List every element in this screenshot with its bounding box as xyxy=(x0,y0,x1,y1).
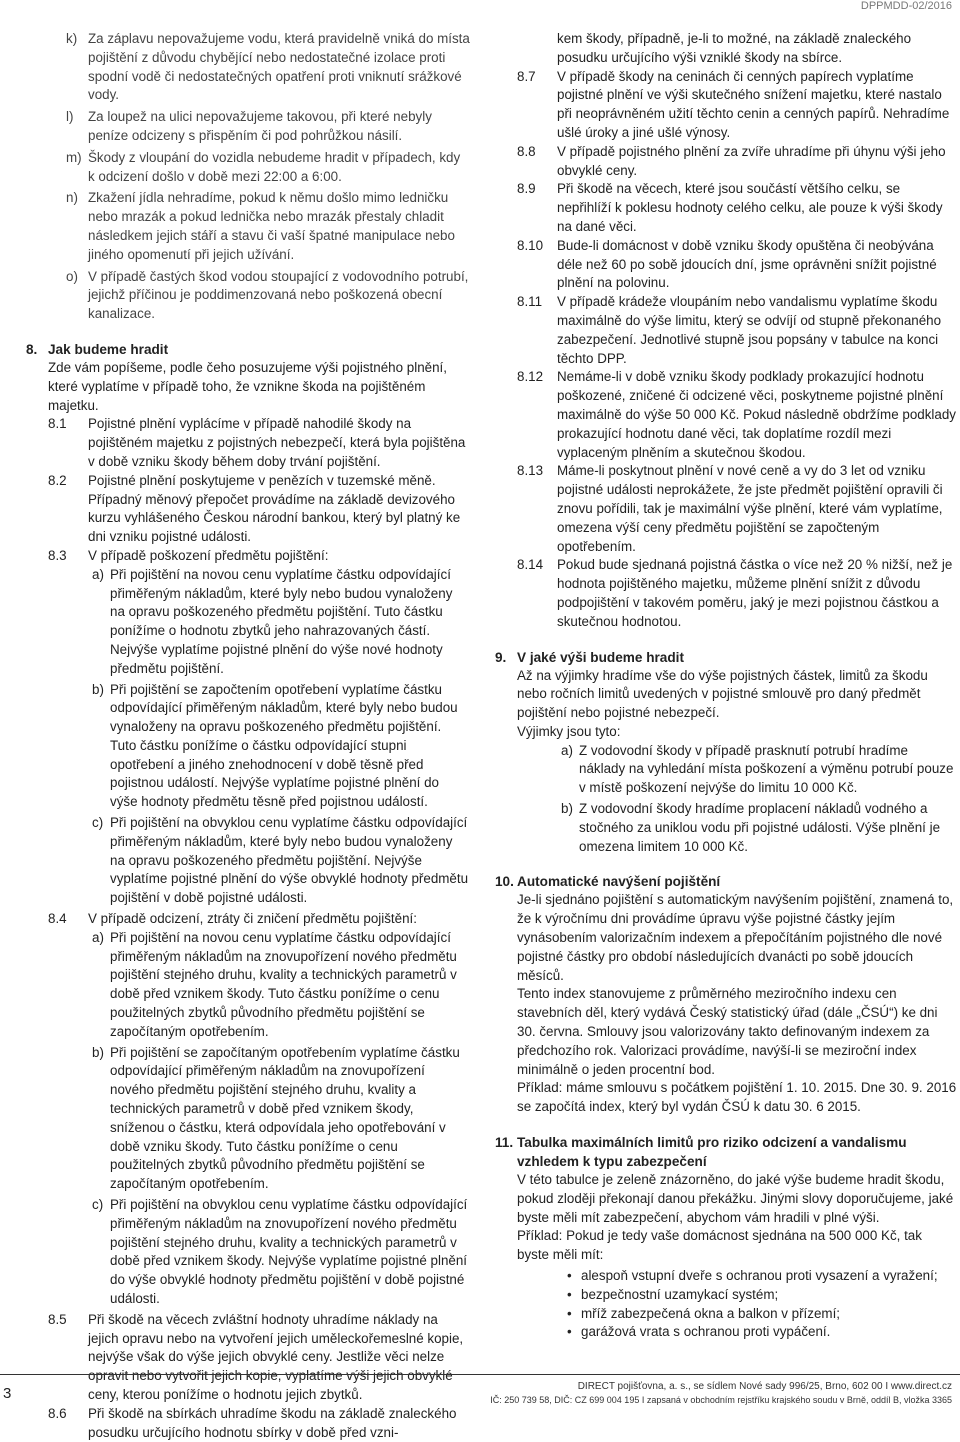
clause-8-12: 8.12 Nemáme-li v době vzniku škody podklady prokazující hodnotu poškozené, zničené či odcizené věci, poskytneme pojistné plnění maximálně do výše 50 000 Kč. Pokud následně obdržíme podklady prokazující hodnotu dané věci, tak doplatíme rozdíl mezi vyplaceným plněním a skutečnou škodou. xyxy=(517,369,956,460)
page-footer xyxy=(0,1374,960,1405)
list-item: • mříž zabezpečená okna a balkon v přízemí; xyxy=(567,1305,957,1324)
list-item: o) V případě častých škod vodou stoupající z vodovodního potrubí, jejichž příčinou je poddimenzovaná nebo poškozená obecní kanalizace. xyxy=(66,268,469,322)
section-heading: 9. V jaké výši budeme hradit xyxy=(495,649,684,665)
clause-8-1: 8.1 Pojistné plnění vyplácíme v případě nahodilé škody na pojištěném majetku z pojistných nebezpečí, která byla pojištěna v době vzniku škody během doby trvání pojištění. xyxy=(48,416,466,469)
section-heading: 11. Tabulka maximálních limitů pro riziko odcizení a vandalismu vzhledem k typu zabezpečení xyxy=(495,1135,907,1170)
bullet-icon: • xyxy=(567,1286,572,1302)
sub-item: b) Při pojištění se započítaným opotřebením vyplatíme částku odpovídající přiměřeným nákladům na znovupořízení nového předmětu pojištění stejného druhu, kvality a technických parametrů v době před vznikem škody, sníženou o částku, která odpovídala jeho opotřebování v době vzniku škody. Tuto částku ponížíme o cenu použitelných zbytků původního předmětu pojištění se započítaným opotřebením. xyxy=(92,1044,460,1192)
clause-8-6: 8.6 Při škodě na sbírkách uhradíme škodu na základě znaleckého posudku určujícího hodnotu sbírky v době před vzni- xyxy=(48,1405,457,1440)
sub-item: c) Při pojištění na obvyklou cenu vyplatíme částku odpovídající přiměřeným nákladům, které byly nebo budou vynaloženy na opravu poškozeného předmětu pojištění. Nejvýše vyplatíme pojistné plnění do výše obvyklé hodnoty předmětu pojištění v době pojistné události. xyxy=(92,815,469,906)
section-9: 9. V jaké výši budeme hradit Až na výjimky hradíme vše do výše pojistných částek, limitů za škodu nebo ročních limitů uvedených v pojistné smlouvě pro daný předmět pojištění nebo pojistné nebezpečí. Výjimky jsou tyto: a) Z vodovodní škody v případě prasknutí potrubí hradíme náklady na vyhledání místa poškození a výměnu potrubí pouze v místě poškození nejvýše do limitu 10 000 Kč. b) Z vodovodní škody hradíme proplacení nákladů vodného a stočného za uniklou vodu při pojistné události. Výše plnění je omezena limitem 10 000 Kč. xyxy=(495,648,957,857)
clause-8-5: 8.5 Při škodě na věcech zvláštní hodnoty uhradíme náklady na jejich opravu nebo na vytvoření jejich uměleckořemeslné kopie, nejvýše však do výše jejich obvyklé ceny. Jestliže věci nelze opravit nebo vytvořit jejich kopie, vyplatíme výši jejich obvyklé ceny, kterou ponížíme o hodnotu jejich zbytků. xyxy=(48,1311,464,1402)
section-heading: 10. Automatické navýšení pojištění xyxy=(495,874,721,890)
section-10: 10. Automatické navýšení pojištění Je-li sjednáno pojištění s automatickým navýšením pojištění, znamená to, že k výročnímu dni provádíme úpravu výše pojistné částky jejím vynásobením valorizačním indexem a přepočítáním pojistného dle nové pojistné částky pro období následujících dvanácti po sobě jdoucích měsíců. Tento index stanovujeme z průměrného meziročního indexu cen stavebních děl, který vydává Český statistický úřad (dále „ČSÚ“) ke dni 30. června. Smlouvy jsou valorizovány takto definovaným indexem za předchozího rok. Valorizaci provádíme, navýší-li se meziroční index minimálně o jeden procentní bod. Příklad: máme smlouvu s počátkem pojištění 1. 10. 2015. Dne 30. 9. 2016 se započítá index, který byl vydán ČSÚ k datu 30. 6 2015. xyxy=(495,874,957,1115)
clause-8-14: 8.14 Pokud bude sjednaná pojistná částka o více než 20 % nižší, než je hodnota pojištěného majetku, můžeme plnění snížit z důvodu podpojištění v takovém poměru, jaký je mezi pojistnou částkou a skutečnou hodnotou. xyxy=(517,557,953,629)
bullet-icon: • xyxy=(567,1324,572,1340)
continued-text: kem škody, případně, je-li to možné, na základě znaleckého posudku určujícího výši vzniklé škody na sbírce. xyxy=(557,31,912,65)
list-item: m) Škody z vloupání do vozidla nebudeme hradit v případech, kdy k odcizení došlo v době mezi 22:00 a 6:00. xyxy=(66,149,461,184)
clause-8-11: 8.11 V případě krádeže vloupáním nebo vandalismu vyplatíme škodu maximálně do výše limitu, který se odvíjí od stupně překonaného zabezpečení. Jednotlivé stupně jsou popsány v tabulce na konci těchto DPP. xyxy=(517,294,942,366)
section-11: 11. Tabulka maximálních limitů pro riziko odcizení a vandalismu vzhledem k typu zabezpečení V této tabulce je zeleně znázorněno, do jaké výše budeme hradit škodu, pokud zloději překonají danou překážku. Jinými slovy doporučujeme, jaké byste měli mít zabezpečení, abychom vám hradili v plné výši. Příklad: Pokud je tedy vaše domácnost sjednána na 500 000 Kč, tak byste měli mít: • alespoň vstupní dveře s ochranou proti vysazení a vyražení; • bezpečnostní uzamykací systém; • mříž zabezpečená okna a balkon v přízemí; • garážová vrata s ochranou proti vypáčení. xyxy=(495,1133,957,1342)
clause-8-8: 8.8 V případě pojistného plnění za zvíře uhradíme při úhynu výši jeho obvyklé ceny. xyxy=(517,143,946,178)
right-column xyxy=(495,30,957,1342)
sub-item: a) Při pojištění na novou cenu vyplatíme částku odpovídající přiměřeným nákladům, které byly nebo budou vynaloženy na opravu poškozeného předmětu pojištění. Tuto částku ponížíme o hodnotu zbytků jeho nahrazovaných částí. Nejvýše vyplatíme pojistné plnění do výše nové hodnoty předmětu pojištění. xyxy=(92,566,453,676)
clause-8-4: 8.4 V případě odcizení, ztráty či zničení předmětu pojištění: a) Při pojištění na novou cenu vyplatíme částku odpovídající přiměřeným nákladům na znovupořízení nového předmětu pojištění stejného druhu, kvality a technických parametrů v době před vznikem škody. Tuto částku ponížíme o cenu použitelných zbytků původního předmětu pojištění se započítaným opotřebením. b) Při pojištění se započítaným opotřebením vyplatíme částku odpovídající přiměřeným nákladům na znovupořízení nového předmětu pojištění stejného druhu, kvality a technických parametrů v době před vznikem škody, sníženou o částku, která odpovídala jeho opotřebování v době vzniku škody. Tuto částku ponížíme o cenu použitelných zbytků původního předmětu pojištění se započítaným opotřebením. c) Při pojištění na obvyklou cenu vyplatíme částku odpovídající přiměřeným nákladům na znovupořízení nového předmětu pojištění stejného druhu, kvality a technických parametrů v době před vznikem škody. Nejvýše vyplatíme pojistné plnění do výše obvyklé hodnoty předmětu pojištění v době pojistné události. xyxy=(48,910,470,1309)
sub-item: a) Z vodovodní škody v případě prasknutí potrubí hradíme náklady na vyhledání místa poškození a výměnu potrubí pouze v místě poškození nejvýše do limitu 10 000 Kč. xyxy=(561,742,954,796)
list-item: k) Za záplavu nepovažujeme vodu, která pravidelně vniká do místa pojištění z důvodu chybějící nebo nedostatečné izolace proti spodní vodě či nedostatečných opatření proti vniknutí srážkové vody. xyxy=(66,31,470,103)
list-item: n) Zkažení jídla nehradíme, pokud k němu došlo mimo ledničku nebo mrazák a pokud lednička nebo mrazák přestaly chladit následkem jejich stáří a stavu či vaší špatné manipulace nebo jiného opomenutí při jejich užívání. xyxy=(66,190,455,262)
document-code: DPPMDD-02/2016 xyxy=(860,0,952,12)
sub-item: c) Při pojištění na obvyklou cenu vyplatíme částku odpovídající přiměřeným nákladům na znovupořízení nového předmětu pojištění stejného druhu, kvality a technických parametrů v době před vznikem škody. Nejvýše vyplatíme pojistné plnění do výše obvyklé hodnoty předmětu pojištění v době pojistné události. xyxy=(92,1197,468,1306)
list-item: l) Za loupež na ulici nepovažujeme takovou, při které nebyly peníze odcizeny s přispěním či pod pohrůžkou násilí. xyxy=(66,109,432,143)
company-address: DIRECT pojišťovna, a. s., se sídlem Nové sady 996/25, Brno, 602 00 I www.direct.cz xyxy=(577,1381,952,1392)
section-8 xyxy=(26,340,470,1442)
section-heading: 8. Jak budeme hradit xyxy=(26,341,169,357)
bullet-icon: • xyxy=(567,1305,572,1321)
sub-item: b) Při pojištění se započtením opotřebení vyplatíme částku odpovídající přiměřeným nákladům, které byly nebo budou vynaloženy na opravu poškozeného předmětu pojištění. Tuto částku ponížíme o částku odpovídající stupni opotřebení a jiného znehodnocení v době těsně před pojistnou událostí. Nejvýše vyplatíme pojistné plnění do výše hodnoty předmětu těsně před pojistnou událostí. xyxy=(92,681,458,810)
list-item: • garážová vrata s ochranou proti vypáčení. xyxy=(567,1323,957,1342)
page-number: 3 xyxy=(3,1385,12,1402)
clause-8-2: 8.2 Pojistné plnění poskytujeme v penězích v tuzemské měně. Případný měnový přepočet provádíme na základě devizového kurzu vyhlášeného Českou národní bankou, který byl platný ke dni vzniku pojistné události. xyxy=(48,472,461,545)
sub-item: a) Při pojištění na novou cenu vyplatíme částku odpovídající přiměřeným nákladům na znovupořízení nového předmětu pojištění stejného druhu, kvality a technických parametrů v době před vznikem škody. Tuto částku ponížíme o cenu použitelných zbytků původního předmětu pojištění se započítaným opotřebením. xyxy=(92,929,457,1039)
left-column xyxy=(26,30,470,1442)
exclusions-list xyxy=(26,30,470,324)
clause-8-9: 8.9 Při škodě na věcech, které jsou součástí většího celku, se nepřihlíží k poklesu hodnoty celého celku, ale pouze k výši škody na dané věci. xyxy=(517,181,943,234)
section-intro: Zde vám popíšeme, podle čeho posuzujeme výši pojistného plnění, které vyplatíme v případě toho, že vznikne škoda na pojištěném majetku. xyxy=(48,359,447,413)
bullet-icon: • xyxy=(567,1268,572,1284)
list-item: • alespoň vstupní dveře s ochranou proti vysazení a vyražení; xyxy=(567,1267,957,1286)
company-registration: IČ: 250 739 58, DIČ: CZ 699 004 195 I zapsaná v obchodním rejstříku krajského soudu v Brně, oddíl B, vložka 3365 xyxy=(490,1395,952,1405)
clause-8-13: 8.13 Máme-li poskytnout plnění v nové ceně a vy do 3 let od vzniku pojistné události neprokážete, že jste předmět pojištění opravili či znovu pořídili, tak je maximální výše plnění, které vám vyplatíme, omezena výší ceny předmětu pojištění se započteným opotřebením. xyxy=(517,463,943,554)
list-item: • bezpečnostní uzamykací systém; xyxy=(567,1286,957,1305)
clause-8-10: 8.10 Bude-li domácnost v době vzniku škody opuštěna či neobývána déle než 60 po sobě jdoucích dní, jsme oprávněni snížit pojistné plnění na polovinu. xyxy=(517,237,937,291)
clause-8-7: 8.7 V případě škody na ceninách či cenných papírech vyplatíme pojistné plnění ve výši skutečného snížení majetku, které nastalo při neoprávněném užití těchto cenin a cenných papírů. Nehradíme ušlé úroky a jiné ušlé výnosy. xyxy=(517,68,950,140)
sub-item: b) Z vodovodní škody hradíme proplacení nákladů vodného a stočného za uniklou vodu při pojistné události. Výše plnění je omezena limitem 10 000 Kč. xyxy=(561,801,941,854)
clause-8-3: 8.3 V případě poškození předmětu pojištění: a) Při pojištění na novou cenu vyplatíme částku odpovídající přiměřeným nákladům, které byly nebo budou vynaloženy na opravu poškozeného předmětu pojištění. Tuto částku ponížíme o hodnotu zbytků jeho nahrazovaných částí. Nejvýše vyplatíme pojistné plnění do výše nové hodnoty předmětu pojištění. b) Při pojištění se započtením opotřebení vyplatíme částku odpovídající přiměřeným nákladům, které byly nebo budou vynaloženy na opravu poškozeného předmětu pojištění. Tuto částku ponížíme o částku odpovídající stupni opotřebení a jiného znehodnocení v době těsně před pojistnou událostí. Nejvýše vyplatíme pojistné plnění do výše hodnoty předmětu těsně před pojistnou událostí. c) Při pojištění na obvyklou cenu vyplatíme částku odpovídající přiměřeným nákladům, které byly nebo budou vynaloženy na opravu poškozeného předmětu pojištění. Nejvýše vyplatíme pojistné plnění do výše obvyklé hodnoty předmětu pojištění v době pojistné události. xyxy=(48,547,470,908)
bullet-list xyxy=(517,1267,957,1342)
